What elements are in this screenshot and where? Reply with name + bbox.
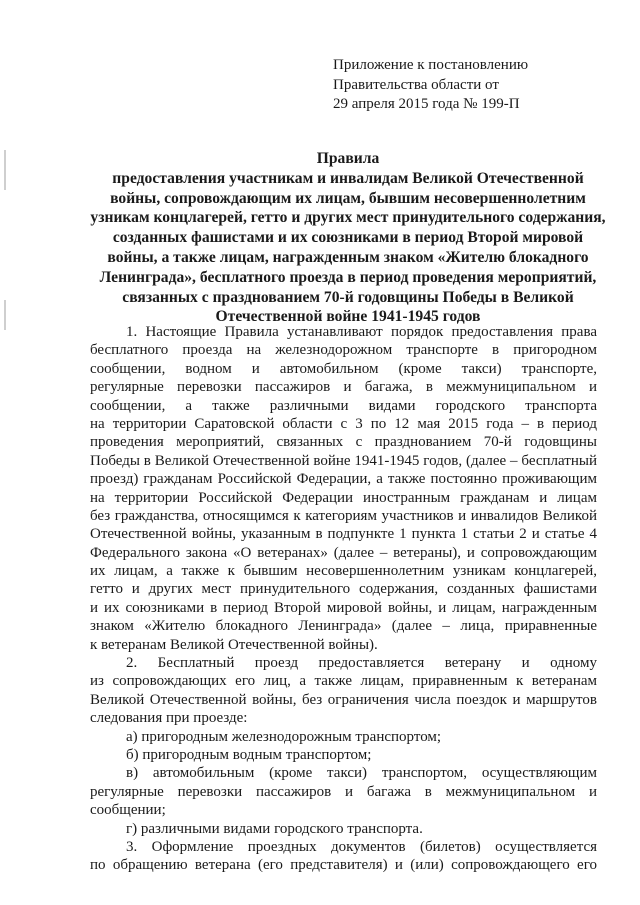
body-line: регулярные перевозки пассажиров и багажа в межмуниципальном и <box>90 783 597 800</box>
body-line: и их союзниками в период Второй мировой войны, и лицам, награжденным <box>90 599 597 616</box>
title-line: предоставления участникам и инвалидам Великой Отечественной <box>112 169 584 187</box>
scan-edge-mark <box>4 300 6 330</box>
title-line: созданных фашистами и их союзниками в период Второй мировой <box>112 229 584 247</box>
title-line: Правила <box>316 150 380 167</box>
body-line: по обращению ветерана (его представителя) и (или) сопровождающего его <box>90 857 597 874</box>
document-title <box>88 149 608 327</box>
body-line: Федерального закона «О ветеранах» (далее – ветераны), и сопровождающим <box>90 544 597 561</box>
list-item-a: а) пригородным железнодорожным транспортом; <box>126 728 442 745</box>
document-body <box>90 323 597 875</box>
body-line: сообщении, водном и автомобильном (кроме такси) транспорте, <box>90 360 597 377</box>
body-line: на территории Российской Федерации иностранным гражданам и лицам <box>90 489 597 506</box>
title-line: Отечественной войне 1941-1945 годов <box>215 308 481 326</box>
body-line: проезд) гражданам Российской Федерации, а также постоянно проживающим <box>90 471 597 488</box>
body-line: регулярные перевозки пассажиров и багажа, в межмуниципальном и <box>90 379 597 396</box>
title-line: узникам концлагерей, гетто и других мест принудительного содержания, <box>90 209 606 227</box>
body-line: сообщении, а также различными видами городского транспорта <box>90 397 597 414</box>
list-item-b: б) пригородным водным транспортом; <box>126 746 372 763</box>
body-line: без гражданства, относящимся к категориям участников и инвалидов Великой <box>90 507 597 524</box>
annex-line: Приложение к постановлению <box>333 57 529 73</box>
body-line: их лицам, а также к бывшим несовершеннолетним узникам концлагерей, <box>90 563 597 580</box>
body-line: гетто и других мест принудительного содержания, созданных фашистами <box>90 581 597 598</box>
annex-line: Правительства области от <box>333 76 499 93</box>
body-line: бесплатного проезда на железнодорожном транспорте в пригородном <box>90 342 597 359</box>
title-line: Ленинграда», бесплатного проезда в период проведения мероприятий, <box>99 268 597 286</box>
body-line: 1. Настоящие Правила устанавливают порядок предоставления права <box>126 324 597 340</box>
body-line: проведения мероприятий, связанных с празднованием 70-й годовщины <box>90 434 597 451</box>
body-line: 2. Бесплатный проезд предоставляется ветерану и одному <box>126 655 597 672</box>
body-line: на территории Саратовской области с 3 по 12 мая 2015 года – в период <box>90 415 597 432</box>
list-item-v: в) автомобильным (кроме такси) транспортом, осуществляющим <box>126 765 597 782</box>
body-line: Победы в Великой Отечественной войне 1941-1945 годов, (далее – бесплатный <box>90 452 597 469</box>
title-line: связанных с празднованием 70-й годовщины Победы в Великой <box>122 288 574 306</box>
body-line: следования при проезде: <box>90 710 248 727</box>
body-line: Отечественной войны, указанным в подпункте 1 пункта 1 статьи 2 и статье 4 <box>90 526 597 543</box>
annex-line: 29 апреля 2015 года № 199-П <box>333 96 520 112</box>
body-line: Великой Отечественной войны, без ограничения числа поездок и маршрутов <box>90 691 597 708</box>
title-line: войны, а также лицам, награжденным знаком «Жителю блокадного <box>107 248 589 266</box>
list-item-g: г) различными видами городского транспорта. <box>126 820 423 837</box>
body-line: сообщении; <box>90 802 166 819</box>
body-line: из сопровождающих его лиц, а также лицам, приравненным к ветеранам <box>90 673 597 690</box>
scan-edge-mark <box>4 150 6 190</box>
body-line: знаком «Жителю блокадного Ленинграда» (далее – лица, приравненные <box>90 618 597 635</box>
annex-header <box>333 56 613 115</box>
body-line: к ветеранам Великой Отечественной войны). <box>90 636 378 653</box>
body-line: 3. Оформление проездных документов (билетов) осуществляется <box>126 838 597 855</box>
title-line: войны, сопровождающим их лицам, бывшим несовершеннолетним <box>110 189 586 207</box>
